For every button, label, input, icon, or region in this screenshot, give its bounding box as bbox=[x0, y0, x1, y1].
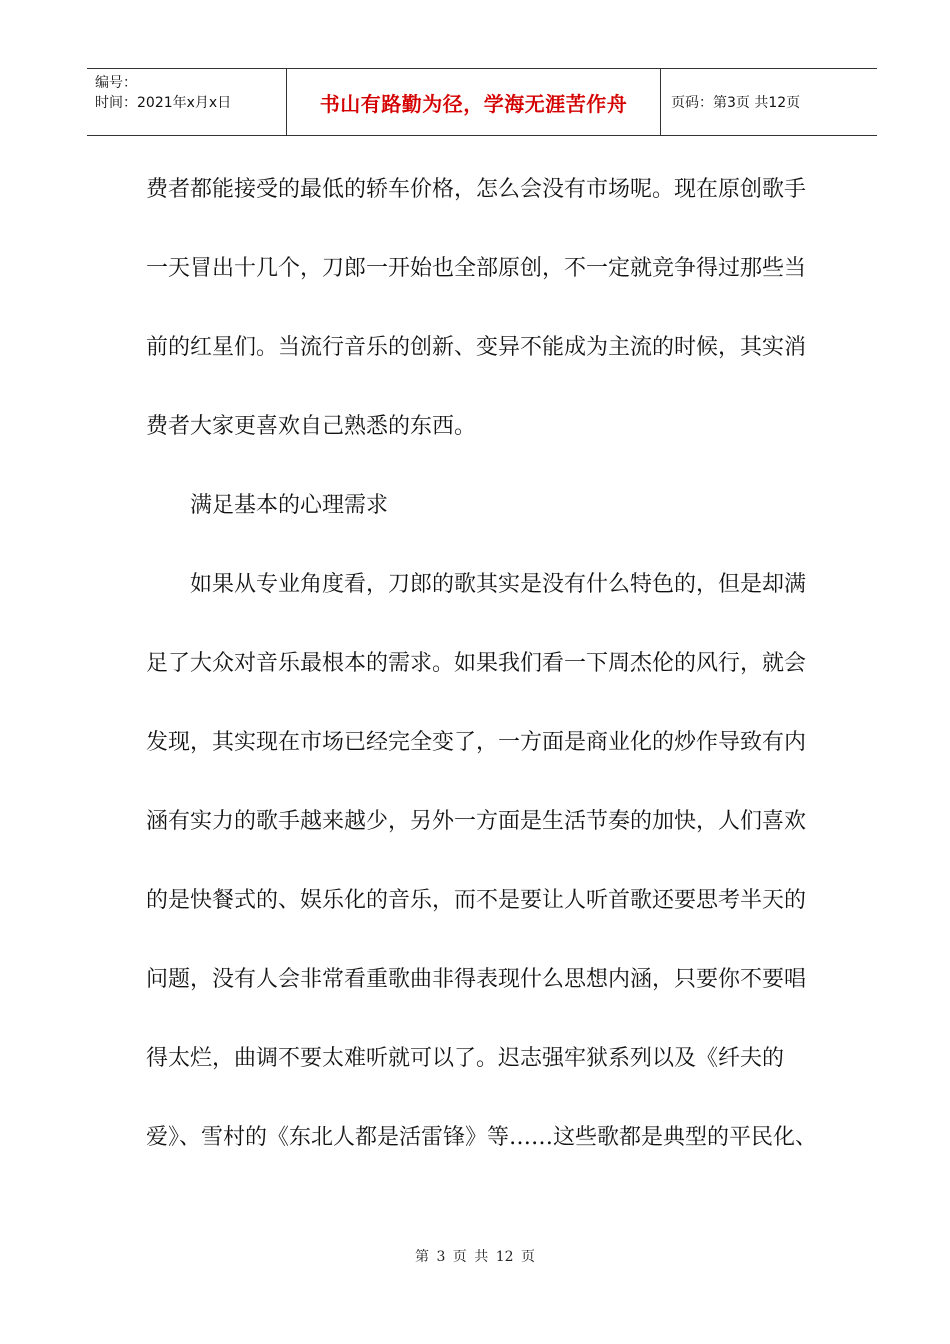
section-heading: 满足基本的心理需求 bbox=[190, 493, 389, 518]
time-label: 时间：2021年x月x日 bbox=[95, 95, 232, 111]
header-motto: 书山有路勤为径，学海无涯苦作舟 bbox=[287, 69, 661, 135]
body-line: 前的红星们。当流行音乐的创新、变异不能成为主流的时候，其实消 bbox=[146, 335, 807, 360]
body-line: 的是快餐式的、娱乐化的音乐，而不是要让人听首歌还要思考半天的 bbox=[146, 888, 807, 913]
body-line: 一天冒出十几个，刀郎一开始也全部原创，不一定就竞争得过那些当 bbox=[146, 256, 807, 281]
page-footer: 第 3 页 共 12 页 bbox=[415, 1249, 535, 1265]
document-header bbox=[87, 68, 877, 136]
body-line: 得太烂，曲调不要太难听就可以了。迟志强牢狱系列以及《纤夫的 bbox=[146, 1046, 785, 1071]
body-line: 费者都能接受的最低的轿车价格，怎么会没有市场呢。现在原创歌手 bbox=[146, 177, 807, 202]
body-line: 足了大众对音乐最根本的需求。如果我们看一下周杰伦的风行，就会 bbox=[146, 651, 807, 676]
header-meta bbox=[87, 69, 287, 135]
body-line: 问题，没有人会非常看重歌曲非得表现什么思想内涵，只要你不要唱 bbox=[146, 967, 807, 992]
serial-number-label: 编号： bbox=[95, 75, 137, 91]
header-page-info: 页码：第3页 共12页 bbox=[671, 95, 801, 111]
body-line: 涵有实力的歌手越来越少，另外一方面是生活节奏的加快，人们喜欢 bbox=[146, 809, 807, 834]
body-line: 如果从专业角度看，刀郎的歌其实是没有什么特色的，但是却满 bbox=[190, 572, 807, 597]
document-body bbox=[146, 150, 836, 1177]
body-line: 发现，其实现在市场已经完全变了，一方面是商业化的炒作导致有内 bbox=[146, 730, 807, 755]
body-line: 爱》、雪村的《东北人都是活雷锋》等……这些歌都是典型的平民化、 bbox=[146, 1125, 818, 1150]
body-line: 费者大家更喜欢自己熟悉的东西。 bbox=[146, 414, 477, 439]
